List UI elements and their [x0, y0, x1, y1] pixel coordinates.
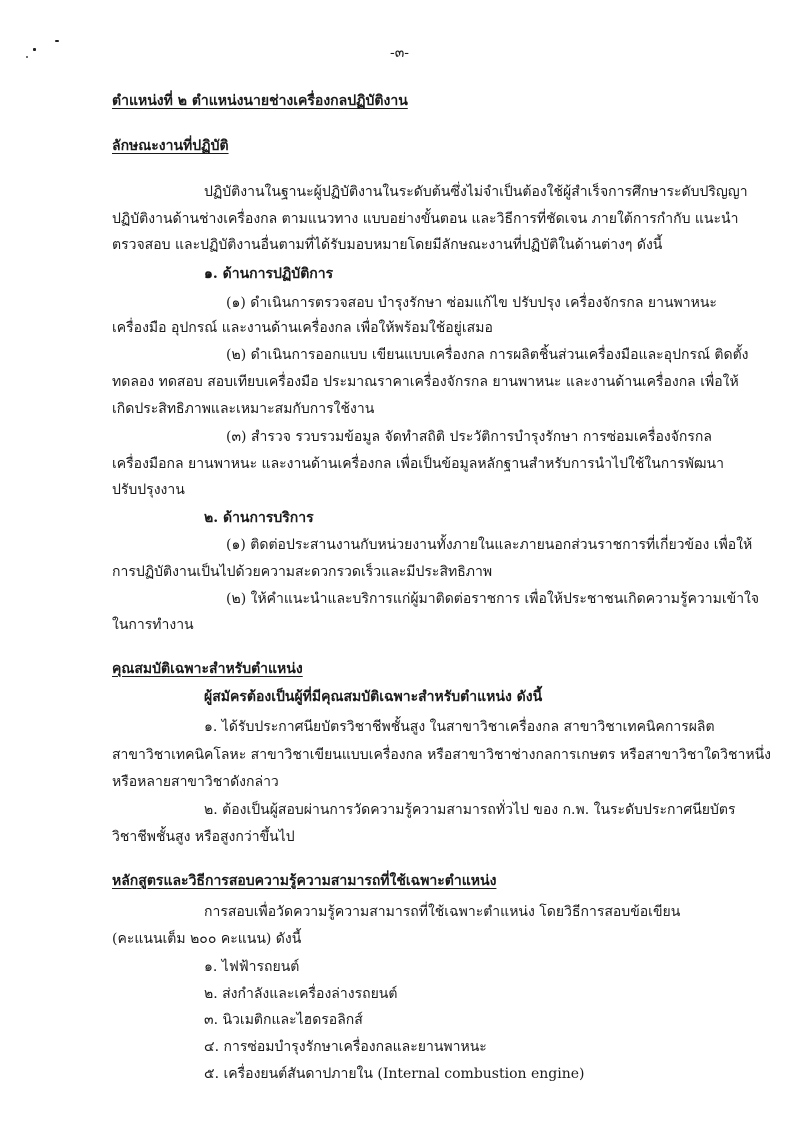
qualification-item-1: ๑. ได้รับประกาศนียบัตรวิชาชีพชั้นสูง ในสาขาวิชาเครื่องกล สาขาวิชาเทคนิคการผลิต — [204, 719, 715, 735]
page-number: -๓- — [390, 45, 410, 61]
operation-item-1: เครื่องมือ อุปกรณ์ และงานด้านเครื่องกล เพื่อให้พร้อมใช้อยู่เสมอ — [112, 320, 493, 336]
scan-speck — [55, 40, 59, 42]
operation-item-2: (๒) ดำเนินการออกแบบ เขียนแบบเครื่องกล การผลิตชิ้นส่วนเครื่องมือและอุปกรณ์ ติดตั้ง — [226, 347, 749, 363]
exam-subject: ๓. นิวเมติกและไฮดรอลิกส์ — [204, 1012, 363, 1028]
qualifications-intro: ผู้สมัครต้องเป็นผู้ที่มีคุณสมบัติเฉพาะสำหรับตำแหน่ง ดังนี้ — [204, 689, 543, 705]
operations-heading: ๑. ด้านการปฏิบัติการ — [204, 266, 334, 282]
exam-subject: ๑. ไฟฟ้ารถยนต์ — [204, 959, 300, 975]
exam-subject: ๒. ส่งกำลังและเครื่องล่างรถยนต์ — [204, 986, 398, 1002]
exam-subject: ๔. การซ่อมบำรุงรักษาเครื่องกลและยานพาหนะ — [204, 1039, 487, 1055]
service-item-1: การปฏิบัติงานเป็นไปด้วยความสะดวกรวดเร็วและมีประสิทธิภาพ — [112, 564, 493, 580]
duties-intro-line: ปฏิบัติงานในฐานะผู้ปฏิบัติงานในระดับต้นซึ่งไม่จำเป็นต้องใช้ผู้สำเร็จการศึกษาระดับปริญญา — [204, 184, 748, 200]
exam-intro: (คะแนนเต็ม ๒๐๐ คะแนน) ดังนี้ — [112, 931, 302, 947]
exam-subject: ๕. เครื่องยนต์สันดาปภายใน (Internal combustion engine) — [204, 1066, 585, 1082]
qualifications-heading: คุณสมบัติเฉพาะสำหรับตำแหน่ง — [112, 661, 303, 677]
service-item-2: ในการทำงาน — [112, 617, 194, 633]
exam-heading: หลักสูตรและวิธีการสอบความรู้ความสามารถที่ใช้เฉพาะตำแหน่ง — [112, 873, 497, 889]
service-item-1: (๑) ติดต่อประสานงานกับหน่วยงานทั้งภายในและภายนอกส่วนราชการที่เกี่ยวข้อง เพื่อให้ — [226, 537, 753, 553]
operation-item-2: ทดลอง ทดสอบ สอบเทียบเครื่องมือ ประมาณราคาเครื่องจักรกล ยานพาหนะ และงานด้านเครื่องกล เพื่อให้ — [112, 374, 739, 390]
service-heading: ๒. ด้านการบริการ — [204, 510, 314, 526]
position-heading: ตำแหน่งที่ ๒ ตำแหน่งนายช่างเครื่องกลปฏิบัติงาน — [112, 93, 408, 109]
operation-item-3: เครื่องมือกล ยานพาหนะ และงานด้านเครื่องกล เพื่อเป็นข้อมูลหลักฐานสำหรับการนำไปใช้ในการพัฒนา — [112, 456, 724, 472]
duties-intro-line: ปฏิบัติงานด้านช่างเครื่องกล ตามแนวทาง แบบอย่างขั้นตอน และวิธีการที่ชัดเจน ภายใต้การกำกับ แนะนำ — [112, 211, 739, 227]
operation-item-1: (๑) ดำเนินการตรวจสอบ บำรุงรักษา ซ่อมแก้ไข ปรับปรุง เครื่องจักรกล ยานพาหนะ — [226, 295, 717, 311]
service-item-2: (๒) ให้คำแนะนำและบริการแก่ผู้มาติดต่อราชการ เพื่อให้ประชาชนเกิดความรู้ความเข้าใจ — [226, 591, 760, 607]
operation-item-3: (๓) สำรวจ รวบรวมข้อมูล จัดทำสถิติ ประวัติการบำรุงรักษา การซ่อมเครื่องจักรกล — [226, 429, 712, 445]
operation-item-2: เกิดประสิทธิภาพและเหมาะสมกับการใช้งาน — [112, 401, 375, 417]
exam-intro: การสอบเพื่อวัดความรู้ความสามารถที่ใช้เฉพาะตำแหน่ง โดยวิธีการสอบข้อเขียน — [204, 904, 681, 920]
scan-speck — [26, 56, 28, 58]
duties-heading: ลักษณะงานที่ปฏิบัติ — [112, 138, 229, 154]
scan-speck — [33, 48, 36, 51]
qualification-item-2: ๒. ต้องเป็นผู้สอบผ่านการวัดความรู้ความสามารถทั่วไป ของ ก.พ. ในระดับประกาศนียบัตร — [204, 802, 736, 818]
qualification-item-1: สาขาวิชาเทคนิคโลหะ สาขาวิชาเขียนแบบเครื่องกล หรือสาขาวิชาช่างกลการเกษตร หรือสาขาวิชาใดวิชาหนึ่ง — [112, 747, 771, 763]
duties-intro-line: ตรวจสอบ และปฏิบัติงานอื่นตามที่ได้รับมอบหมายโดยมีลักษณะงานที่ปฏิบัติในด้านต่างๆ ดังนี้ — [112, 237, 663, 253]
qualification-item-1: หรือหลายสาขาวิชาดังกล่าว — [112, 774, 279, 790]
qualification-item-2: วิชาชีพชั้นสูง หรือสูงกว่าขึ้นไป — [112, 829, 295, 845]
operation-item-3: ปรับปรุงงาน — [112, 482, 185, 498]
